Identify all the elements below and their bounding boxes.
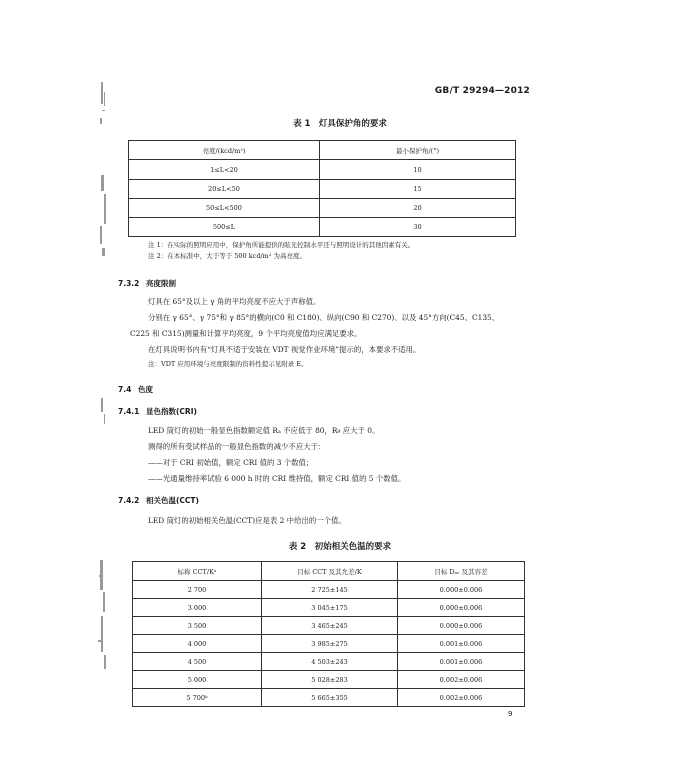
table1-header-min-angle: 最小保护角/(°) [320, 141, 516, 160]
table2-cell: 0.000±0.006 [398, 617, 525, 635]
table2-cell: 2 700 [133, 581, 262, 599]
table-row [133, 689, 525, 707]
table1-note: 注 2：在本标准中，大于等于 500 kcd/m² 为高亮度。 [148, 252, 307, 260]
paragraph: 分别在 γ 65°、γ 75°和 γ 85°的横向(C0 和 C180)、纵向(C90 和 C270)、以及 45°方向(C45、C135、 [148, 313, 500, 322]
section-7-4-1-heading [118, 406, 197, 417]
table-row [133, 581, 525, 599]
table2-title: 表 2 初始相关色温的要求 [288, 542, 392, 552]
table1-cell: 30 [320, 218, 516, 237]
table-row [133, 635, 525, 653]
table2-header-target-cct: 目标 CCT 及其允差/K [262, 562, 398, 581]
section-7-4-heading [118, 384, 153, 395]
paragraph: 测得的所有受试样品的一般显色指数的减少不应大于： [148, 442, 326, 451]
table1-title: 表 1 灯具保护角的要求 [293, 119, 387, 129]
paragraph: LED 筒灯的初始相关色温(CCT)应是表 2 中给出的一个值。 [148, 516, 346, 525]
table1-cell: 1≤L<20 [129, 160, 320, 180]
table2-cell: 3 985±275 [262, 635, 398, 653]
table-row [133, 671, 525, 689]
table-row [129, 180, 516, 199]
table-row [133, 617, 525, 635]
table1-cell: 20≤L<50 [129, 180, 320, 199]
table2-cell: 0.002±0.006 [398, 671, 525, 689]
section-title: 亮度限制 [146, 279, 176, 288]
table2-cell: 2 725±145 [262, 581, 398, 599]
table1-cell: 50≤L<500 [129, 199, 320, 218]
section-number: 7.4.1 [118, 407, 140, 416]
table1-cell: 20 [320, 199, 516, 218]
table1-note: 注 1：在实际的照明应用中，保护角所能提供的眩光控制水平还与照明设计的其他因素有关。 [148, 241, 415, 249]
table2-cell: 0.000±0.006 [398, 599, 525, 617]
table2-cell: 0.001±0.006 [398, 653, 525, 671]
section-7-3-2-heading [118, 278, 176, 289]
table1-header-luminance: 亮度/(kcd/m²) [129, 141, 320, 160]
table2-cell: 3 045±175 [262, 599, 398, 617]
section-number: 7.4 [118, 385, 132, 394]
table2-cell: 3 465±245 [262, 617, 398, 635]
table-row [129, 160, 516, 180]
table-row [133, 653, 525, 671]
table2-cell: 5 665±355 [262, 689, 398, 707]
table2-cell: 4 500 [133, 653, 262, 671]
paragraph: C225 和 C315)测量和计算平均亮度，9 个平均亮度值均应满足要求。 [130, 329, 362, 338]
table2 [132, 561, 525, 707]
table2-cell: 4 503±243 [262, 653, 398, 671]
table1-cell: 500≤L [129, 218, 320, 237]
table2-cell: 5 028±283 [262, 671, 398, 689]
section-title: 相关色温(CCT) [146, 496, 199, 505]
table-row [133, 599, 525, 617]
section-title: 色度 [138, 385, 153, 394]
table1-cell: 10 [320, 160, 516, 180]
table2-cell: 0.002±0.006 [398, 689, 525, 707]
table1 [128, 140, 516, 237]
table2-header-row [133, 562, 525, 581]
table2-cell: 0.001±0.006 [398, 635, 525, 653]
table1-cell: 15 [320, 180, 516, 199]
paragraph: ——光通量维持率试验 6 000 h 时的 CRI 维持值，额定 CRI 值的 5 个数值。 [148, 474, 406, 483]
paragraph: 在灯具说明书内有“灯具不适于安装在 VDT 视觉作业环境”提示的，本要求不适用。 [148, 345, 421, 354]
table-row [129, 218, 516, 237]
table1-header-row [129, 141, 516, 160]
table1-notes [148, 240, 414, 262]
section-title: 显色指数(CRI) [146, 407, 197, 416]
table2-cell: 3 000 [133, 599, 262, 617]
table2-cell: 3 500 [133, 617, 262, 635]
table-row [129, 199, 516, 218]
table2-cell: 5 700ᵇ [133, 689, 262, 707]
section-7-4-2-heading [118, 495, 199, 506]
table2-header-target-duv: 目标 Dᵤᵥ 及其容差 [398, 562, 525, 581]
section-number: 7.3.2 [118, 279, 140, 288]
paragraph: ——对于 CRI 初始值，额定 CRI 值的 3 个数值； [148, 458, 314, 467]
paragraph: LED 筒灯的初始一般显色指数额定值 Rₐ 不应低于 80，R₉ 应大于 0。 [148, 426, 380, 435]
section-number: 7.4.2 [118, 496, 140, 505]
table2-cell: 0.000±0.006 [398, 581, 525, 599]
standard-code: GB/T 29294—2012 [434, 86, 530, 96]
page-number: 9 [508, 710, 513, 718]
table2-cell: 5 000 [133, 671, 262, 689]
section-7-3-2-note: 注：VDT 应用环境与亮度限制的资料性提示见附录 E。 [148, 360, 308, 368]
table2-cell: 4 000 [133, 635, 262, 653]
table2-header-nominal-cct: 标称 CCT/Kᵃ [133, 562, 262, 581]
paragraph: 灯具在 65°及以上 γ 角的平均亮度不应大于声称值。 [148, 297, 321, 306]
